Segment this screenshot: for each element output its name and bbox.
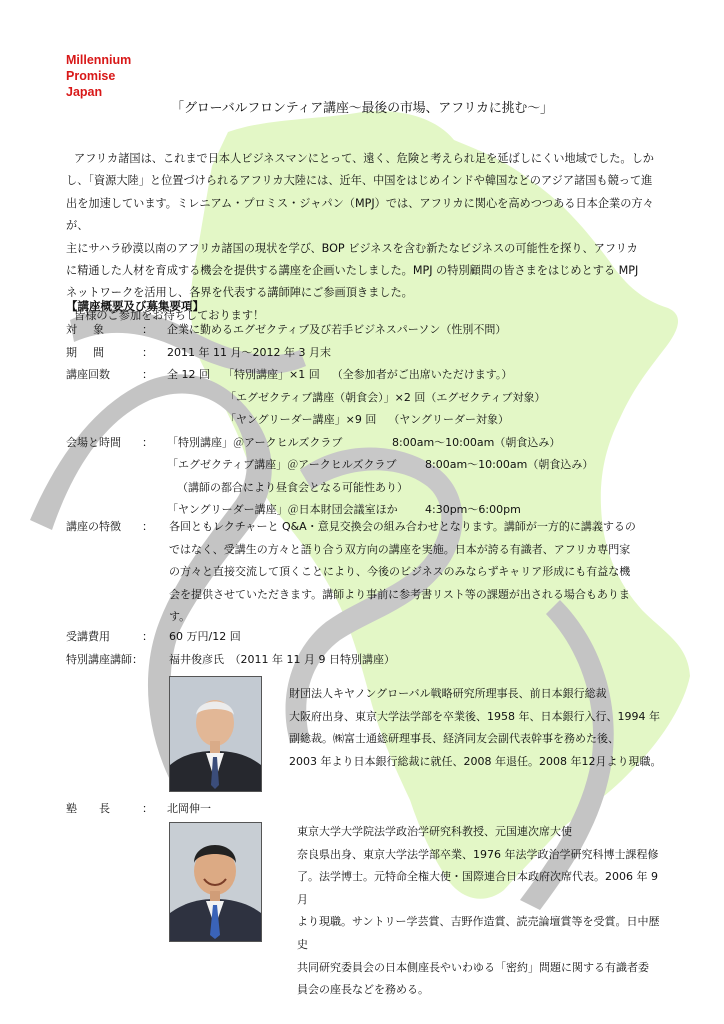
session-item-name: 「ヤングリーダー講座」×9 回 bbox=[225, 413, 377, 426]
colon: ： bbox=[142, 368, 153, 381]
lecturer-label: 特別講座講師： bbox=[66, 652, 143, 666]
venue-item-name: 「ヤングリーダー講座」＠日本財団会議室ほか bbox=[167, 503, 398, 516]
bio-line: 東京大学大学院法学政治学研究科教授、元国連次席大使 bbox=[297, 825, 572, 838]
logo-line-2: Promise bbox=[66, 69, 116, 83]
millennium-promise-japan-logo bbox=[66, 52, 131, 100]
colon: ： bbox=[142, 630, 153, 643]
fee-value: 60 万円/12 回 bbox=[169, 630, 241, 643]
intro-line: アフリカ諸国は、これまで日本人ビジネスマンにとって、遠く、危険と考えられ足を延ばしにくい地域でした。しか bbox=[74, 152, 654, 165]
fee-label: 受講費用 bbox=[66, 630, 110, 643]
period-label: 期間 bbox=[66, 345, 104, 359]
session-item-note: （全参加者がご出席いただけます。） bbox=[331, 368, 513, 381]
period-value: 2011 年 11 月～2012 年 3 月末 bbox=[167, 345, 331, 359]
kitaoka-biography bbox=[297, 821, 667, 1002]
bio-line: 了。法学博士。元特命全権大使・国際連合日本政府次席代表。2006 年 9 月 bbox=[297, 870, 658, 906]
venue-item-time: 8:00am～10:00am（朝食込み） bbox=[392, 435, 561, 449]
document-title: 「グローバルフロンティア講座～最後の市場、アフリカに挑む～」 bbox=[171, 101, 553, 116]
colon: ： bbox=[142, 435, 153, 449]
intro-line: に精通した人材を育成する機会を提供する講座を企画いたしました。MPJ の特別顧問の皆さまをはじめとする MPJ bbox=[66, 264, 639, 278]
session-item-note: （ヤングリーダー対象） bbox=[388, 413, 510, 426]
sessions-total: 全 12 回 bbox=[167, 368, 210, 381]
bio-line: 員会の座長などを務める。 bbox=[297, 983, 429, 997]
session-item-note: （エグゼクティブ対象） bbox=[425, 390, 546, 404]
target-row bbox=[66, 319, 666, 342]
head-master-name: 北岡伸一 bbox=[167, 802, 211, 815]
sessions-label: 講座回数 bbox=[66, 368, 110, 381]
venue-value bbox=[167, 432, 666, 522]
features-line: ではなく、受講生の方々と語り合う双方向の講座を実施。日本が誇る有識者、アフリカ専門家 bbox=[169, 542, 631, 556]
venue-item-time: 8:00am～10:00am（朝食込み） bbox=[425, 458, 594, 471]
logo-line-3: Japan bbox=[66, 85, 103, 99]
sessions-row bbox=[66, 364, 666, 432]
fee-row bbox=[66, 626, 666, 649]
lecturer-value: 福井俊彦氏 （2011 年 11 月 9 日特別講座） bbox=[169, 652, 395, 666]
bio-line: 共同研究委員会の日本側座長やいわゆる「密約」問題に関する有識者委 bbox=[297, 960, 649, 974]
colon: ： bbox=[142, 520, 153, 533]
colon: ： bbox=[142, 802, 153, 815]
bio-line: 2003 年より日本銀行総裁に就任、2008 年退任。2008 年12月より現職。 bbox=[289, 754, 662, 768]
lecturer-row bbox=[66, 649, 666, 672]
bio-line: 財団法人キヤノングローバル戦略研究所理事長、前日本銀行総裁 bbox=[289, 687, 607, 700]
features-text bbox=[169, 516, 666, 629]
features-line: す。 bbox=[169, 610, 191, 623]
intro-line: ネットワークを活用し、各界を代表する講師陣にご参画頂きました。 bbox=[66, 286, 413, 300]
kitaoka-portrait-photo bbox=[169, 822, 262, 942]
venue-item-time: 4:30pm～6:00pm bbox=[425, 503, 521, 516]
venue-item-name: 「特別講座」＠アークヒルズクラブ bbox=[167, 435, 343, 449]
fukui-biography bbox=[289, 683, 664, 773]
features-line: 会を提供させていただきます。講師より事前に参考書リスト等の課題が出される場合もありま bbox=[169, 587, 630, 601]
logo-line-1: Millennium bbox=[66, 53, 132, 67]
venue-item-note: （講師の都合により昼食会となる可能性あり） bbox=[177, 480, 408, 494]
session-item-name: 「特別講座」×1 回 bbox=[223, 368, 320, 381]
venue-item-name: 「エグゼクティブ講座」＠アークヒルズクラブ bbox=[167, 458, 397, 471]
venue-row bbox=[66, 432, 666, 522]
fee-and-lecturer bbox=[66, 626, 666, 671]
venue-label: 会場と時間 bbox=[66, 435, 121, 449]
colon: ： bbox=[142, 323, 153, 336]
sessions-value bbox=[167, 364, 666, 432]
target-label: 対象 bbox=[66, 323, 104, 336]
section-heading: 【講座概要及び募集要項】 bbox=[66, 299, 204, 313]
bio-line: より現職。サントリー学芸賞、吉野作造賞、読売論壇賞等を受賞。日中歴史 bbox=[297, 915, 660, 951]
colon: ： bbox=[142, 345, 153, 359]
bio-line: 副総裁。㈱富士通総研理事長、経済同友会副代表幹事を務めた後、 bbox=[289, 732, 619, 746]
bio-line: 大阪府出身、東京大学法学部を卒業後、1958 年、日本銀行入行、1994 年 bbox=[289, 709, 660, 723]
session-item-name: 「エグゼクティブ講座（朝食会）」×2 回 bbox=[225, 390, 426, 404]
head-master-row bbox=[66, 798, 466, 820]
intro-line: 出を加速しています。ミレニアム・プロミス・ジャパン（MPJ）では、アフリカに関心を高めつつある日本企業の方々が、 bbox=[66, 196, 654, 233]
intro-line: し、「資源大陸」と位置づけられるアフリカ大陸には、近年、中国をはじめインドや韓国などのアジア諸国も競って進 bbox=[66, 174, 653, 188]
course-details bbox=[66, 319, 666, 522]
intro-line: 主にサハラ砂漠以南のアフリカ諸国の現状を学び、BOP ビジネスを含む新たなビジネスの可能性を探り、アフリカ bbox=[66, 241, 638, 255]
fukui-portrait-photo bbox=[169, 676, 262, 792]
intro-line: 皆様のご参加をお待ちしております！ bbox=[74, 308, 265, 322]
target-value: 企業に勤めるエグゼクティブ及び若手ビジネスパーソン（性別不問） bbox=[167, 323, 507, 336]
period-row bbox=[66, 342, 666, 365]
features-label: 講座の特徴 bbox=[66, 520, 121, 533]
features-line: 各回ともレクチャーと Q&A・意見交換会の組み合わせとなります。講師が一方的に講義するの bbox=[169, 520, 636, 533]
head-master-label: 塾 長 bbox=[66, 802, 110, 815]
features-line: の方々と直接交流して頂くことにより、今後のビジネスのみならずキャリア形成にも有益な機 bbox=[169, 565, 631, 578]
bio-line: 奈良県出身、東京大学法学部卒業、1976 年法学政治学研究科博士課程修 bbox=[297, 847, 659, 861]
